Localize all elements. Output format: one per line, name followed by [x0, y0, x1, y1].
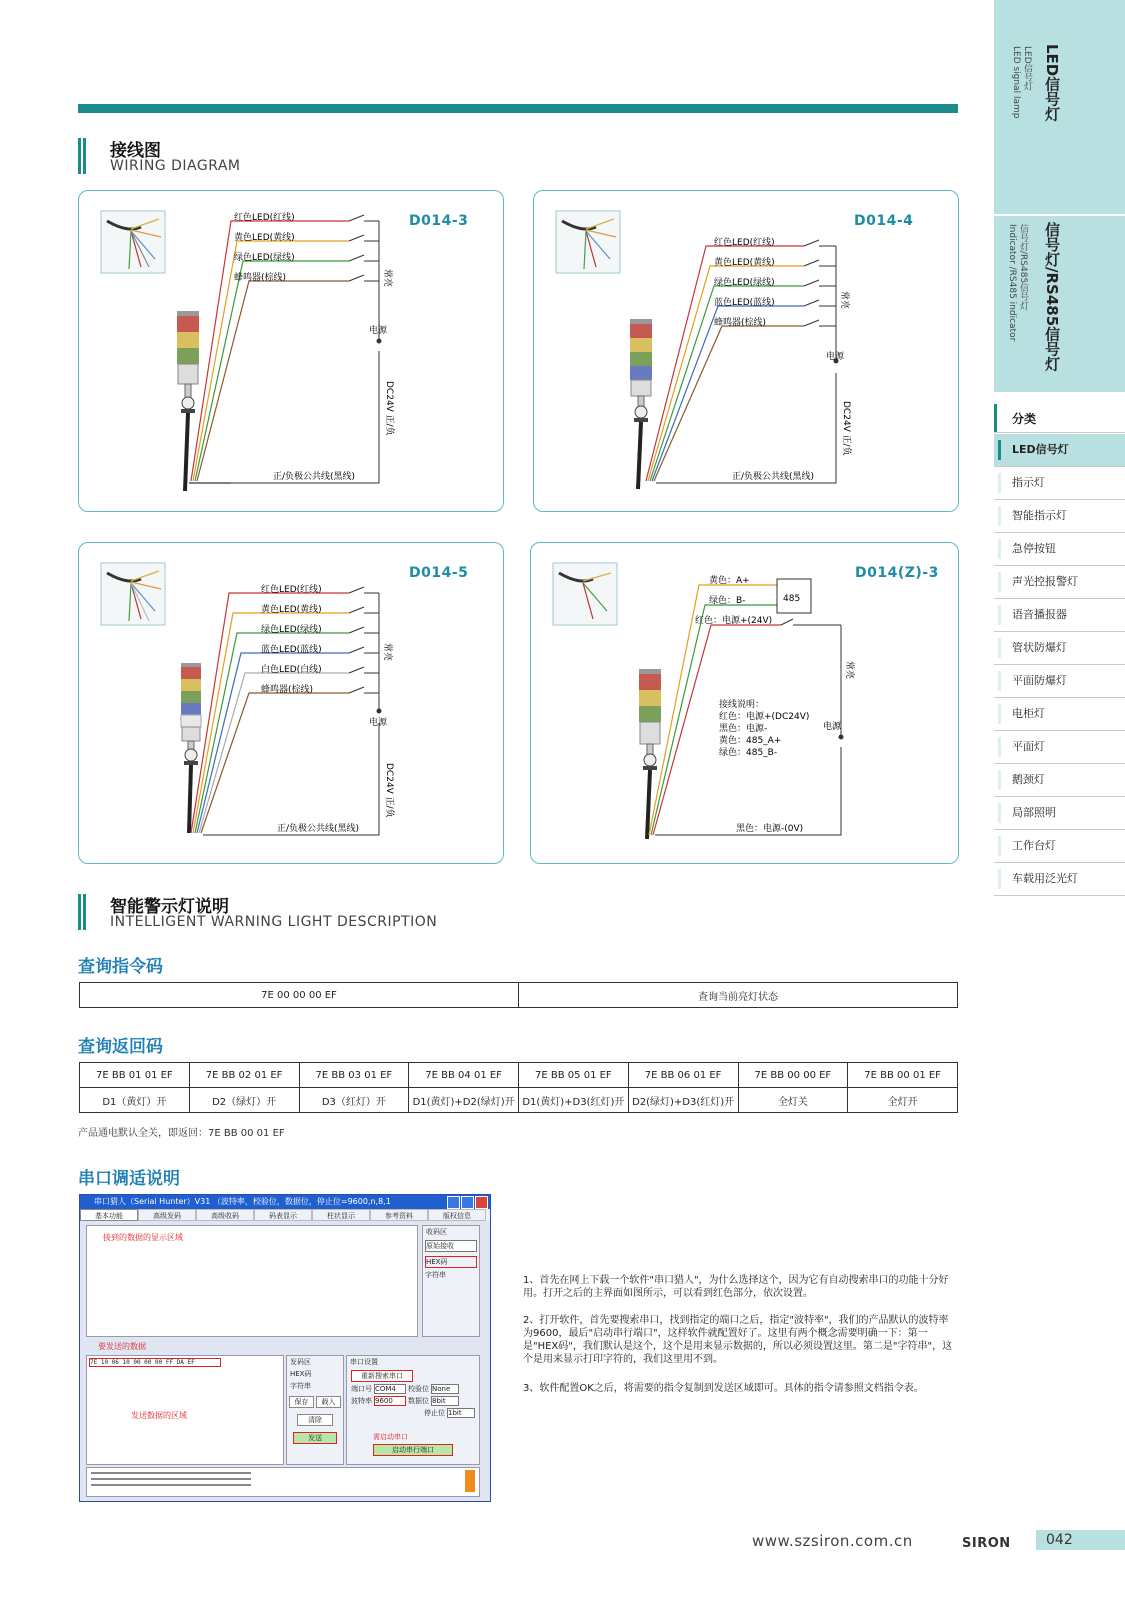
table-row [80, 983, 958, 1008]
sidebar-item-vehicle[interactable]: 车载用泛光灯 [994, 863, 1125, 896]
model-label: D014-3 [409, 213, 469, 229]
port-select[interactable]: COM4 [374, 1384, 406, 1394]
normally-bright-label: 常亮 [382, 269, 392, 288]
tab-basic[interactable]: 基本功能 [80, 1209, 138, 1221]
wiring-note: 绿色：485_B- [719, 748, 778, 758]
intelligent-title-zh: 智能警示灯说明 [110, 897, 229, 917]
window-tabs [80, 1209, 490, 1221]
return-code: 7E BB 05 01 EF [519, 1063, 629, 1088]
sidebar-item-smart-indicator[interactable]: 智能指示灯 [994, 500, 1125, 533]
sidebar-item-emergency-stop[interactable]: 急停按钮 [994, 533, 1125, 566]
minimize-icon[interactable] [447, 1196, 460, 1209]
tab-adv-send[interactable]: 高级发码 [138, 1209, 196, 1221]
sidebar-tab-led[interactable]: LED信号灯 [1043, 44, 1061, 122]
port-name-label: 端口号 [351, 1385, 372, 1393]
wiring-diagram-svg [79, 543, 503, 863]
close-icon[interactable] [475, 1196, 488, 1209]
query-cmd-heading: 查询指令码 [78, 957, 163, 977]
tower-light [639, 669, 661, 839]
return-desc: D1(黄灯)+D2(绿灯)开 [409, 1088, 519, 1113]
intelligent-section-title [78, 892, 538, 932]
return-code: 7E BB 03 01 EF [299, 1063, 409, 1088]
instruction-1: 1、首先在网上下载一个软件"串口猎人"，为什么选择这个，因为它有自动搜索串口的功能十分好用。打开之后的主界面如图所示，可以看到红色部分，依次设置。 [523, 1275, 949, 1299]
instruction-2: 2、打开软件，首先要搜索串口，找到指定的端口之后，指定"波特率"，我们的产品默认的波特率为9600，最后"启动串行端口"，这样软件就配置好了。这里有两个概念需要明确一下：第一是"HEX码"，我们默认是这个，这个是用来显示数据的，所以必须设置这里。第二是"字符串"，这个是用来显示打印字符的，我们这里用不到。 [523, 1315, 953, 1365]
tower-light [630, 319, 652, 489]
tab-bar-chart[interactable]: 柱状显示 [312, 1209, 370, 1221]
wire-label: 绿色LED(绿线) [234, 253, 295, 263]
common-wire-label: 正/负极公共线(黑线) [732, 472, 815, 482]
log-area [86, 1467, 480, 1497]
stopbits-select[interactable]: 1bit [447, 1408, 475, 1418]
wiring-note: 黄色：485_A+ [719, 736, 782, 746]
footer-url[interactable]: www.szsiron.com.cn [752, 1532, 913, 1550]
clear-button[interactable]: 清除 [297, 1414, 333, 1426]
port-settings-label: 串口设置 [350, 1358, 378, 1366]
receive-options-panel [422, 1225, 480, 1337]
cable-photo [101, 211, 165, 273]
return-desc: D2（绿灯）开 [189, 1088, 299, 1113]
module-485-label: 485 [783, 594, 801, 604]
normally-bright-label: 常亮 [839, 291, 849, 310]
wire-label: 绿色：B- [709, 596, 746, 606]
return-code: 7E BB 01 01 EF [80, 1063, 190, 1088]
recv-mode-select[interactable]: 原始接收 [425, 1240, 477, 1252]
databits-select[interactable]: 8bit [431, 1396, 459, 1406]
wiring-note: 黑色：电源- [719, 724, 768, 734]
return-desc: 全灯关 [738, 1088, 848, 1113]
return-code: 7E BB 00 01 EF [848, 1063, 958, 1088]
wire-label: 黄色LED(黄线) [714, 258, 775, 268]
sidebar-item-voice[interactable]: 语音播报器 [994, 599, 1125, 632]
wire-label: 蜂鸣器(棕线) [234, 273, 287, 283]
table-row [80, 1063, 958, 1088]
sidebar-menu [994, 434, 1125, 896]
wiring-title-zh: 接线图 [110, 141, 161, 161]
cable-photo [553, 563, 617, 625]
baud-select[interactable]: 9600 [374, 1396, 406, 1406]
serial-heading: 串口调适说明 [78, 1169, 180, 1189]
wire-label: 红色LED(红线) [261, 585, 322, 595]
tab-code-table[interactable]: 码表显示 [254, 1209, 312, 1221]
dc-label: DC24V 正/负 [841, 401, 851, 456]
save-button[interactable]: 保存 [289, 1396, 314, 1408]
serial-hunter-window [79, 1194, 491, 1502]
normally-bright-label: 常亮 [382, 643, 392, 662]
sidebar-item-alarm-light[interactable]: 声光控报警灯 [994, 566, 1125, 599]
sidebar-item-tube-explosion[interactable]: 管状防爆灯 [994, 632, 1125, 665]
window-titlebar [80, 1195, 490, 1209]
wiring-panel-d014-3 [78, 190, 504, 512]
tab-copyright[interactable]: 版权信息 [428, 1209, 486, 1221]
wire-label: 黄色LED(黄线) [234, 233, 295, 243]
sidebar-tab-rs485[interactable]: 信号灯/RS485信号灯 [1043, 222, 1061, 372]
wire-label: 黄色LED(黄线) [261, 605, 322, 615]
wiring-panel-d014z-3 [530, 542, 959, 864]
wire-label: 红色LED(红线) [714, 238, 775, 248]
dc-label: DC24V 正/负 [384, 763, 394, 818]
sidebar-item-cabinet[interactable]: 电柜灯 [994, 698, 1125, 731]
hex-option[interactable]: HEX码 [425, 1256, 477, 1268]
baud-label: 波特率 [351, 1397, 372, 1405]
dc-label: DC24V 正/负 [384, 381, 394, 436]
tab-adv-recv[interactable]: 高级收码 [196, 1209, 254, 1221]
model-label: D014(Z)-3 [855, 565, 939, 581]
start-port-hint: 需启动串口 [373, 1433, 408, 1441]
page-number: 042 [1036, 1530, 1125, 1550]
top-rule [78, 104, 958, 113]
load-button[interactable]: 载入 [316, 1396, 341, 1408]
wiring-panel-d014-5 [78, 542, 504, 864]
instruction-3: 3、软件配置OK之后，将需要的指令复制到发送区域即可。具体的指令请参照文档指令表。 [523, 1383, 924, 1394]
power-label: 电源 [826, 352, 845, 362]
return-code-heading: 查询返回码 [78, 1037, 163, 1057]
send-area[interactable] [86, 1355, 284, 1465]
wire-label: 蜂鸣器(棕线) [714, 318, 767, 328]
wire-label: 黄色：A+ [709, 576, 750, 586]
wiring-diagram-svg [531, 543, 958, 863]
sidebar-item-flat-explosion[interactable]: 平面防爆灯 [994, 665, 1125, 698]
sidebar-category-label: 分类 [1012, 412, 1037, 426]
send-area-label: 发送数据的区域 [131, 1411, 187, 1420]
rescan-port-button[interactable]: 重新搜索串口 [351, 1370, 413, 1382]
footer-brand-logo: SIRON [962, 1536, 1011, 1551]
sidebar-item-workbench[interactable]: 工作台灯 [994, 830, 1125, 863]
return-code: 7E BB 06 01 EF [628, 1063, 738, 1088]
query-cmd-desc: 查询当前亮灯状态 [519, 983, 958, 1008]
intelligent-title-en: INTELLIGENT WARNING LIGHT DESCRIPTION [110, 914, 438, 930]
power-label: 电源 [369, 326, 388, 336]
wire-label: 绿色LED(绿线) [261, 625, 322, 635]
power-label: 电源 [369, 718, 388, 728]
send-data-label: 要发送的数据 [98, 1342, 146, 1351]
model-label: D014-5 [409, 565, 469, 581]
cable-photo [101, 563, 165, 625]
query-cmd-code: 7E 00 00 00 EF [80, 983, 519, 1008]
tab-reference[interactable]: 参考资料 [370, 1209, 428, 1221]
recv-zone-label: 收码区 [426, 1228, 447, 1236]
sidebar-tab-rs485-sub: 信号灯/RS485信号灯 Indicator /RS485 indicator [1007, 224, 1028, 342]
table-row [80, 1088, 958, 1113]
return-desc: D2(绿灯)+D3(红灯)开 [628, 1088, 738, 1113]
sidebar-category [994, 404, 1125, 433]
query-cmd-table [79, 982, 958, 1008]
return-code-table [79, 1062, 958, 1113]
wire-label: 红色：电源+(24V) [695, 616, 773, 626]
wire-label: 红色LED(红线) [234, 213, 295, 223]
return-code: 7E BB 00 00 EF [738, 1063, 848, 1088]
return-desc: D3（红灯）开 [299, 1088, 409, 1113]
stopbits-label: 停止位 [424, 1409, 445, 1417]
start-port-button[interactable]: 启动串行端口 [373, 1444, 453, 1456]
parity-label: 校验位 [408, 1385, 429, 1393]
sidebar-item-local[interactable]: 局部照明 [994, 797, 1125, 830]
maximize-icon[interactable] [461, 1196, 474, 1209]
return-desc: 全灯开 [848, 1088, 958, 1113]
window-title: 串口猎人（Serial Hunter）V31 （波特率，校验位，数据位，停止位=9600,n,8,1 [94, 1197, 391, 1206]
wiring-note: 接线说明： [719, 700, 765, 710]
wiring-title-en: WIRING DIAGRAM [110, 158, 241, 174]
return-code: 7E BB 04 01 EF [409, 1063, 519, 1088]
wiring-diagram-svg [79, 191, 503, 511]
wiring-diagram-svg [534, 191, 958, 511]
send-controls [286, 1355, 344, 1465]
model-label: D014-4 [854, 213, 914, 229]
sidebar-item-led[interactable]: LED信号灯 [994, 434, 1125, 467]
default-note: 产品通电默认全关，即返回：7E BB 00 01 EF [78, 1128, 285, 1139]
power-label: 电源 [823, 722, 842, 732]
send-zone-label: 发码区 [290, 1358, 311, 1366]
receive-area-label: 接到的数据的显示区域 [103, 1233, 183, 1242]
return-desc: D1（黄灯）开 [80, 1088, 190, 1113]
parity-select[interactable]: None [431, 1384, 459, 1394]
wire-label: 绿色LED(绿线) [714, 278, 775, 288]
cable-photo [556, 211, 620, 273]
send-char-option[interactable]: 字符串 [290, 1382, 311, 1390]
common-wire-label: 正/负极公共线(黑线) [277, 824, 360, 834]
char-option[interactable]: 字符串 [425, 1271, 446, 1279]
normally-bright-label: 常亮 [844, 661, 854, 680]
black-wire-label: 黑色：电源-(0V) [736, 824, 804, 834]
hunter-logo-icon [465, 1470, 475, 1492]
sidebar-item-flat-light[interactable]: 平面灯 [994, 731, 1125, 764]
sidebar-header [994, 0, 1125, 392]
wire-label: 蜂鸣器(棕线) [261, 685, 314, 695]
wire-label: 蓝色LED(蓝线) [261, 645, 322, 655]
wire-label: 白色LED(白线) [261, 665, 322, 675]
send-hex-option[interactable]: HEX码 [290, 1370, 312, 1378]
wire-label: 蓝色LED(蓝线) [714, 298, 775, 308]
return-desc: D1(黄灯)+D3(红灯)开 [519, 1088, 629, 1113]
common-wire-label: 正/负极公共线(黑线) [273, 472, 356, 482]
port-settings-panel [346, 1355, 480, 1465]
databits-label: 数据位 [408, 1397, 429, 1405]
sidebar-tab-led-sub: LED信号灯 LED signal lamp [1011, 46, 1032, 119]
wiring-section-title [78, 136, 378, 176]
receive-area[interactable] [86, 1225, 418, 1337]
sidebar-item-indicator[interactable]: 指示灯 [994, 467, 1125, 500]
send-button[interactable]: 发送 [293, 1432, 337, 1444]
return-code: 7E BB 02 01 EF [189, 1063, 299, 1088]
wiring-panel-d014-4 [533, 190, 959, 512]
send-data-input[interactable]: 7E 10 06 10 00 00 00 FF DA EF [89, 1358, 221, 1367]
sidebar-item-gooseneck[interactable]: 鹅颈灯 [994, 764, 1125, 797]
wiring-note: 红色：电源+(DC24V) [719, 712, 810, 722]
